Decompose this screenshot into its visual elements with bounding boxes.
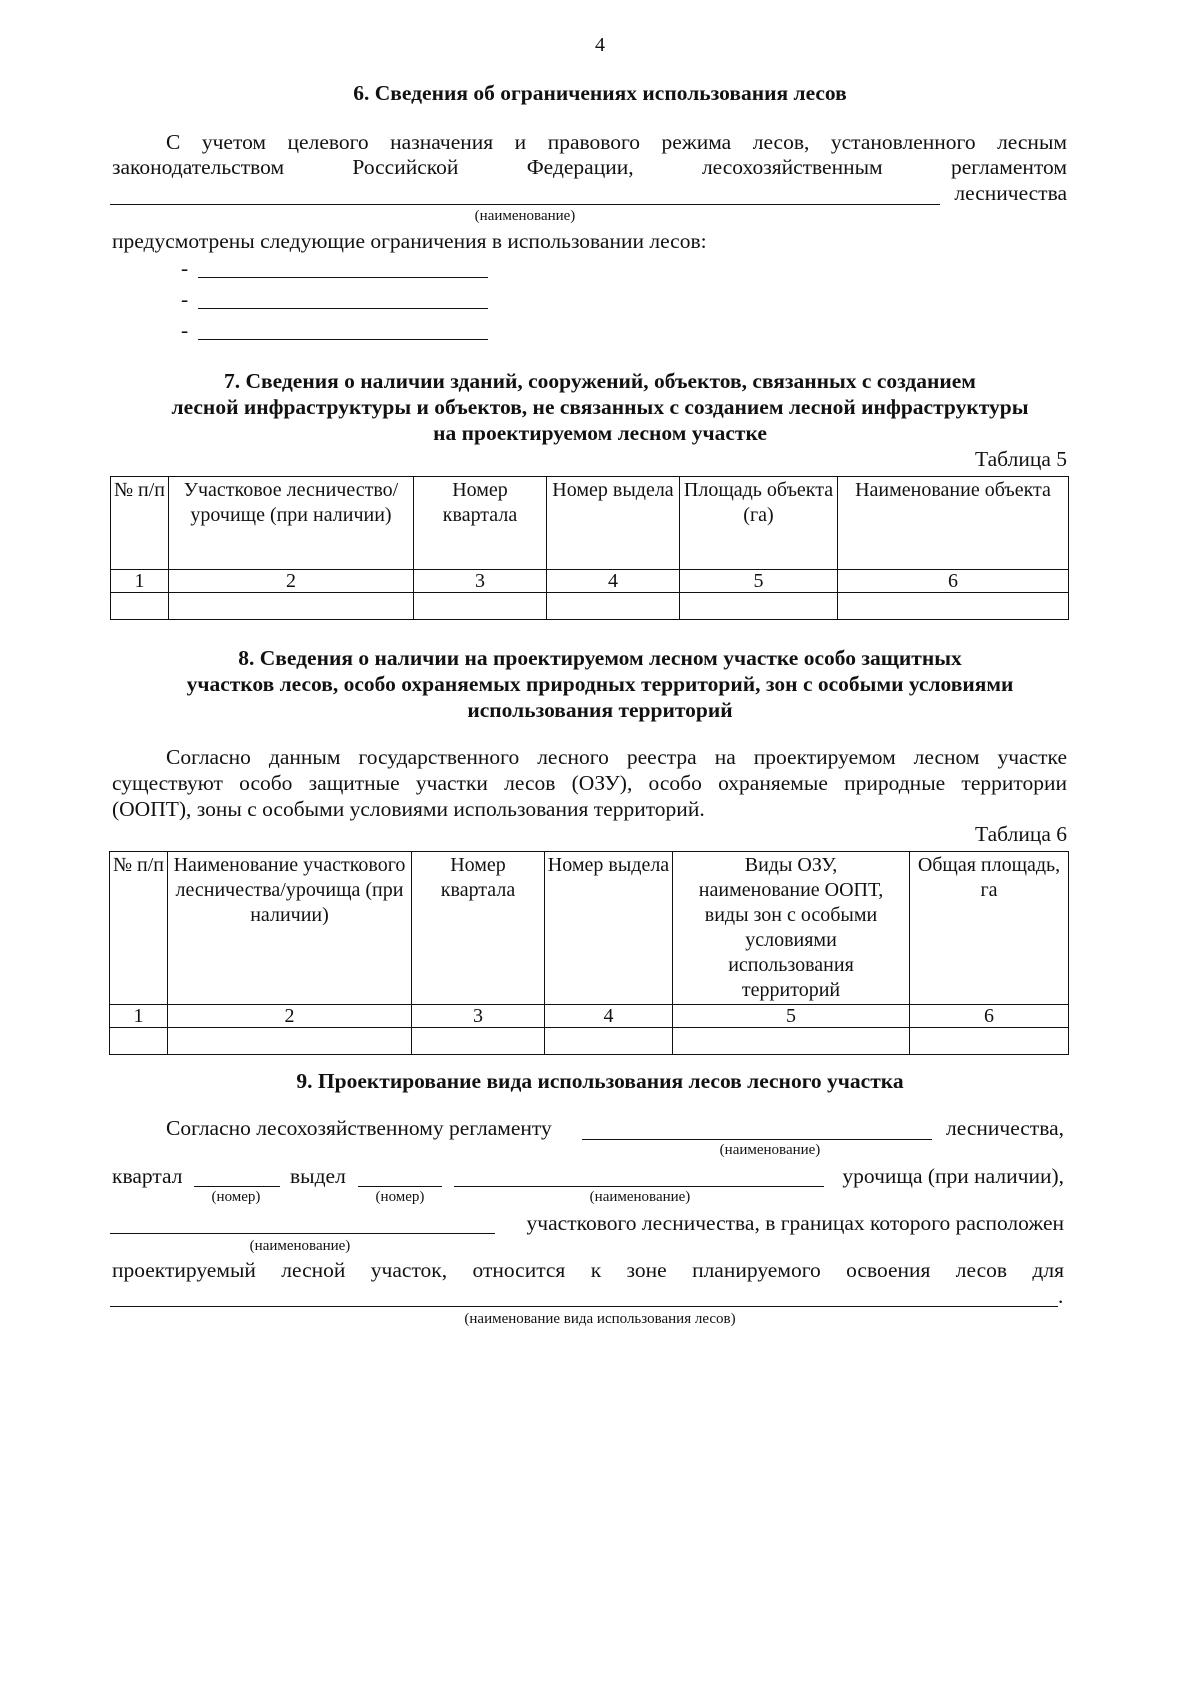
section9-vydel-label: выдел (290, 1164, 346, 1188)
table6-header-cell: № п/п (110, 852, 168, 1005)
table6-empty-cell (545, 1028, 673, 1055)
table6-number-cell: 2 (168, 1005, 412, 1028)
table5-number-cell: 3 (414, 570, 547, 593)
section7-heading-line1: 7. Сведения о наличии зданий, сооружений, объектов, связанных с созданием (224, 369, 976, 393)
table5-number-cell: 6 (838, 570, 1069, 593)
restriction-bullet-3: - (181, 318, 189, 342)
section8-heading-line1: 8. Сведения о наличии на проектируемом лесном участке особо защитных (238, 646, 962, 670)
table5-empty-cell (169, 593, 414, 620)
section8-para-line2: существуют особо защитные участки лесов (ОЗУ), особо охраняемые природные территории (112, 771, 1067, 795)
table5-number-cell: 5 (680, 570, 838, 593)
table6-header-cell: Номер квартала (412, 852, 545, 1005)
table5-header-cell: Номер квартала (414, 477, 547, 570)
restriction-bullet-1: - (181, 256, 189, 280)
table6-label: Таблица 6 (975, 822, 1067, 846)
table5-empty-cell (680, 593, 838, 620)
table5-number-row (111, 570, 1069, 593)
restriction-line-1 (198, 277, 488, 278)
urochishche-name-field (454, 1186, 824, 1187)
forestry-name-caption: (наименование) (474, 208, 576, 224)
section8-heading-line2: участков лесов, особо охраняемых природных территорий, зон с особыми условиями (186, 672, 1014, 696)
section9-line1-start: Согласно лесохозяйственному регламенту (166, 1116, 552, 1140)
table6-number-cell: 1 (110, 1005, 168, 1028)
table6 (109, 851, 1069, 1055)
section6-line1: С учетом целевого назначения и правового режима лесов, установленного лесным (166, 130, 1067, 154)
urochishche-caption: (наименование) (589, 1189, 691, 1205)
forestry-name-field (110, 204, 940, 205)
forestry-regulation-field (582, 1139, 932, 1140)
page-number: 4 (595, 34, 605, 56)
section8-para-line3: (ООПТ), зоны с особыми условиями использования территорий. (112, 797, 705, 821)
table6-number-cell: 6 (910, 1005, 1069, 1028)
table6-empty-row (110, 1028, 1069, 1055)
table5-header-cell: Площадь объекта (га) (680, 477, 838, 570)
district-forestry-name-field (110, 1233, 495, 1234)
table6-header-cell: Номер выдела (545, 852, 673, 1005)
restriction-bullet-2: - (181, 287, 189, 311)
table6-number-cell: 5 (673, 1005, 910, 1028)
table6-empty-cell (673, 1028, 910, 1055)
table5-header-cell: Участковое лесничество/ урочище (при наличии) (169, 477, 414, 570)
table5-number-cell: 1 (111, 570, 169, 593)
section8-heading-line3: использования территорий (467, 698, 733, 722)
table6-empty-cell (412, 1028, 545, 1055)
table5-label: Таблица 5 (975, 447, 1067, 471)
section9-line1-end: лесничества, (946, 1116, 1064, 1140)
section7-heading-line3: на проектируемом лесном участке (433, 421, 767, 445)
table6-empty-cell (910, 1028, 1069, 1055)
table5-header-cell: Наименование объекта (838, 477, 1069, 570)
table6-number-cell: 3 (412, 1005, 545, 1028)
kvartal-caption: (номер) (211, 1189, 261, 1205)
table6-empty-cell (110, 1028, 168, 1055)
table6-header-row (110, 852, 1069, 1005)
table5-header-cell: № п/п (111, 477, 169, 570)
section9-caption1: (наименование) (719, 1142, 821, 1158)
table5-empty-cell (838, 593, 1069, 620)
section6-line3-end: лесничества (954, 181, 1067, 205)
vydel-number-field (358, 1186, 442, 1187)
table6-number-row (110, 1005, 1069, 1028)
table5 (110, 476, 1069, 620)
table6-empty-cell (168, 1028, 412, 1055)
vydel-caption: (номер) (375, 1189, 425, 1205)
section9-line4: проектируемый лесной участок, относится к зоне планируемого освоения лесов для (112, 1258, 1064, 1282)
section6-line4: предусмотрены следующие ограничения в использовании лесов: (112, 229, 707, 253)
table5-empty-row (111, 593, 1069, 620)
section9-line5-end: . (1058, 1284, 1064, 1308)
forest-use-type-field (110, 1306, 1058, 1307)
table6-header-cell: Общая площадь, га (910, 852, 1069, 1005)
section8-para-line1: Согласно данным государственного лесного реестра на проектируемом лесном участке (166, 745, 1067, 769)
restriction-line-2 (198, 308, 488, 309)
section9-kvartal-label: квартал (112, 1164, 183, 1188)
section9-caption5: (наименование вида использования лесов) (464, 1311, 736, 1327)
table5-empty-cell (111, 593, 169, 620)
section7-heading-line2: лесной инфраструктуры и объектов, не связанных с созданием лесной инфраструктуры (171, 395, 1029, 419)
table5-number-cell: 2 (169, 570, 414, 593)
section9-caption3: (наименование) (249, 1238, 351, 1254)
kvartal-number-field (194, 1186, 280, 1187)
table5-header-row (111, 477, 1069, 570)
table5-number-cell: 4 (547, 570, 680, 593)
table6-header-cell: Наименование участкового лесничества/урочища (при наличии) (168, 852, 412, 1005)
section9-heading: 9. Проектирование вида использования лесов лесного участка (296, 1069, 904, 1093)
table6-number-cell: 4 (545, 1005, 673, 1028)
section6-heading: 6. Сведения об ограничениях использования лесов (353, 81, 847, 105)
section6-line2: законодательством Российской Федерации, лесохозяйственным регламентом (112, 155, 1067, 179)
section9-line3-end: участкового лесничества, в границах которого расположен (526, 1211, 1064, 1235)
table5-header-cell: Номер выдела (547, 477, 680, 570)
table5-empty-cell (414, 593, 547, 620)
restriction-line-3 (198, 339, 488, 340)
table6-header-cell: Виды ОЗУ, наименование ООПТ, виды зон с особыми условиями использования территорий (673, 852, 910, 1005)
table5-empty-cell (547, 593, 680, 620)
section9-urochishcha: урочища (при наличии), (842, 1164, 1064, 1188)
